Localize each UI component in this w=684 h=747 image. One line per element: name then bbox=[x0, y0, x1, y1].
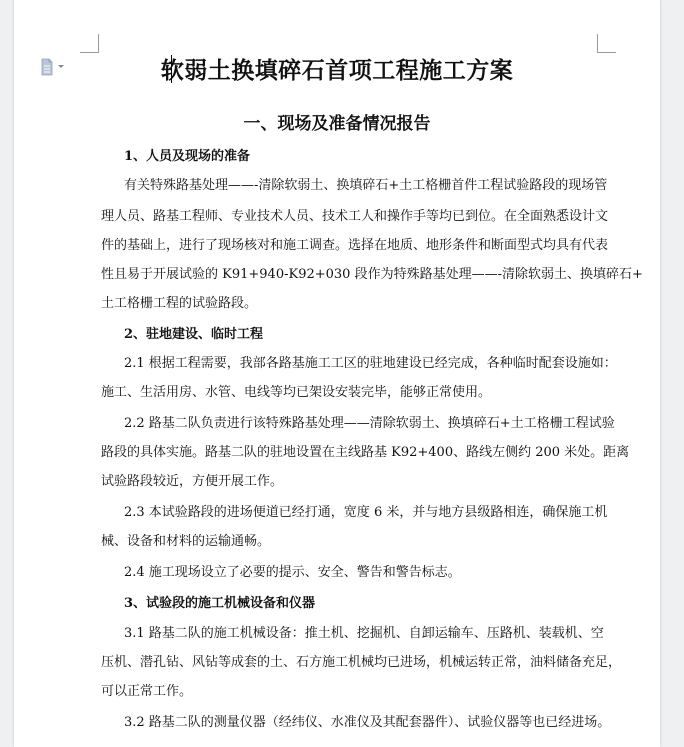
paragraph-line: 性且易于开展试验的 K91+940-K92+030 段作为特殊路基处理——-清除软弱土、换填碎石+ bbox=[101, 267, 643, 282]
margin-corner-top-right bbox=[597, 34, 616, 53]
section-heading-1: 一、现场及准备情况报告 bbox=[243, 114, 431, 134]
document-page bbox=[14, 0, 660, 747]
subheading-3: 3、试验段的施工机械设备和仪器 bbox=[124, 596, 316, 611]
document-title: 软弱土换填碎石首项工程施工方案 bbox=[160, 57, 514, 84]
paragraph-line: 3.2 路基二队的测量仪器（经纬仪、水准仪及其配套器件）、试验仪器等也已经进场。 bbox=[124, 715, 611, 730]
paragraph-line: 件的基础上，进行了现场核对和施工调查。选择在地质、地形条件和断面型式均具有代表 bbox=[101, 238, 609, 253]
margin-corner-top-left bbox=[80, 34, 99, 53]
paragraph-line: 压机、潜孔钻、风钻等成套的土、石方施工机械均已进场，机械运转正常，油料储备充足， bbox=[101, 655, 622, 670]
paragraph-line: 施工、生活用房、水管、电线等均已架设安装完毕，能够正常使用。 bbox=[101, 385, 492, 400]
paragraph-line: 3.1 路基二队的施工机械设备：推土机、挖掘机、自卸运输车、压路机、装载机、空 bbox=[124, 626, 604, 641]
paragraph-line: 可以正常工作。 bbox=[101, 684, 193, 699]
paragraph-line: 试验路段较近，方便开展工作。 bbox=[101, 474, 284, 489]
paragraph-line: 2.1 根据工程需要，我部各路基施工工区的驻地建设已经完成，各种临时配套设施如： bbox=[124, 356, 617, 371]
paragraph-line: 2.2 路基二队负责进行该特殊路基处理——清除软弱土、换填碎石+土工格栅工程试验 bbox=[124, 416, 615, 431]
paragraph-line: 械、设备和材料的运输通畅。 bbox=[101, 534, 271, 549]
subheading-1: 1、人员及现场的准备 bbox=[124, 149, 251, 164]
paragraph-line: 理人员、路基工程师、专业技术人员、技术工人和操作手等均已到位。在全面熟悉设计文 bbox=[101, 209, 609, 224]
paragraph-line: 有关特殊路基处理——-清除软弱土、换填碎石+土工格栅首件工程试验路段的现场管 bbox=[124, 178, 608, 193]
subheading-2: 2、驻地建设、临时工程 bbox=[124, 327, 264, 342]
paragraph-line: 2.3 本试验路段的进场便道已经打通，宽度 6 米，并与地方县级路相连，确保施工机 bbox=[124, 505, 608, 520]
paragraph-line: 土工格栅工程的试验路段。 bbox=[101, 296, 258, 311]
paragraph-line: 路段的具体实施。路基二队的驻地设置在主线路基 K92+400、路线左侧约 200 米处。距离 bbox=[101, 445, 630, 460]
paragraph-line: 2.4 施工现场设立了必要的提示、安全、警告和警告标志。 bbox=[124, 565, 461, 580]
